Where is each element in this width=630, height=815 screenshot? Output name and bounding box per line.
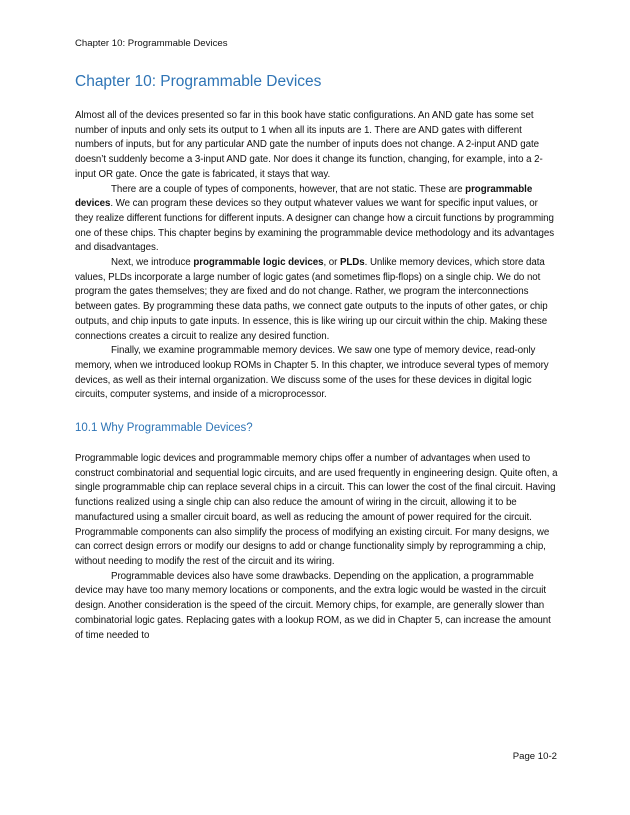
term-plds: PLDs bbox=[339, 257, 365, 269]
section-title: 10.1 Why Programmable Devices? bbox=[75, 422, 253, 435]
term-programmable-devices: programmable devices bbox=[75, 183, 533, 210]
intro-paragraph-2-text-a: There are a couple of types of components, however, that are not static. These are bbox=[111, 183, 466, 195]
term-programmable-logic-devices: programmable logic devices bbox=[193, 257, 324, 269]
section-paragraph-1: Programmable logic devices and programmable memory chips offer a number of advantages when used to construct combinatorial and sequential logic circuits, and are used frequently in engineering design. Quite often, a single programmable chip can replace several chips in a circuit. This can lower the cost of the final circuit. Having functions realized using a single chip can also reduce the amount of wiring in the circuit, allowing it to be manufactured using a smaller circuit board, as well as reducing the amount of power required for the circuit. Programmable components can also simplify the process of modifying an existing circuit. For many designs, we can correct design errors or modify our designs to add or change functionality simply by reprogramming a chip, without needing to modify the rest of the circuit and its wiring. bbox=[75, 453, 558, 567]
intro-paragraph-2 bbox=[75, 183, 558, 257]
intro-paragraph-3-text-a: Next, we introduce bbox=[111, 257, 194, 269]
intro-paragraph-3-text-e: . Unlike memory devices, which store data values, PLDs incorporate a large number of logic gates (and sometimes flip-flops) on a single chip. We do not program the gates themselves; they are fixed and do not change. Rather, we program the interconnections between gates. By programming these data paths, we connect gate outputs to the inputs of other gates, or chip outputs, and chip inputs to gate inputs. In essence, this is like wiring up our circuit within the chip. Making these connections creates a circuit to realize any desired function. bbox=[75, 257, 548, 342]
intro-paragraph-4: Finally, we examine programmable memory devices. We saw one type of memory device, read-only memory, when we introduced lookup ROMs in Chapter 5. In this chapter, we introduce several types of memory devices, as well as their internal organization. We discuss some of the uses for these devices in digital logic circuits, computer systems, and inside of a microprocessor. bbox=[75, 345, 549, 401]
intro-paragraph-2-text-c: . We can program these devices so they output whatever values we want for specific input values, or they realize different functions for different inputs. A designer can change how a circuit functions by programming one of these chips. This chapter begins by examining the programmable device methodology and its advantages and disadvantages. bbox=[75, 198, 555, 254]
intro-paragraph-3-text-c: , or bbox=[323, 257, 340, 269]
intro-paragraph-1: Almost all of the devices presented so far in this book have static configurations. An AND gate has some set number of inputs and only sets its output to 1 when all its inputs are 1. There are AND gates with different numbers of inputs, but for any particular AND gate the number of inputs does not change. A 2-input AND gate doesn’t suddenly become a 3-input AND gate. Nor does it change its function, changing, for example, into a 2-input OR gate. Once the gate is fabricated, it stays that way. bbox=[75, 110, 543, 180]
section-paragraph-2: Programmable devices also have some drawbacks. Depending on the application, a programmable device may have too many memory locations or components, and the extra logic would be wasted in the circuit design. Another consideration is the speed of the circuit. Memory chips, for example, are generally slower than combinatorial logic gates. Replacing gates with a lookup ROM, as we did in Chapter 5, can increase the amount of time needed to bbox=[75, 570, 551, 641]
page-content bbox=[75, 72, 558, 643]
chapter-title: Chapter 10: Programmable Devices bbox=[75, 73, 322, 90]
page-number: Page 10-2 bbox=[512, 751, 557, 762]
running-header: Chapter 10: Programmable Devices bbox=[75, 38, 228, 49]
intro-paragraph-3 bbox=[75, 256, 558, 344]
